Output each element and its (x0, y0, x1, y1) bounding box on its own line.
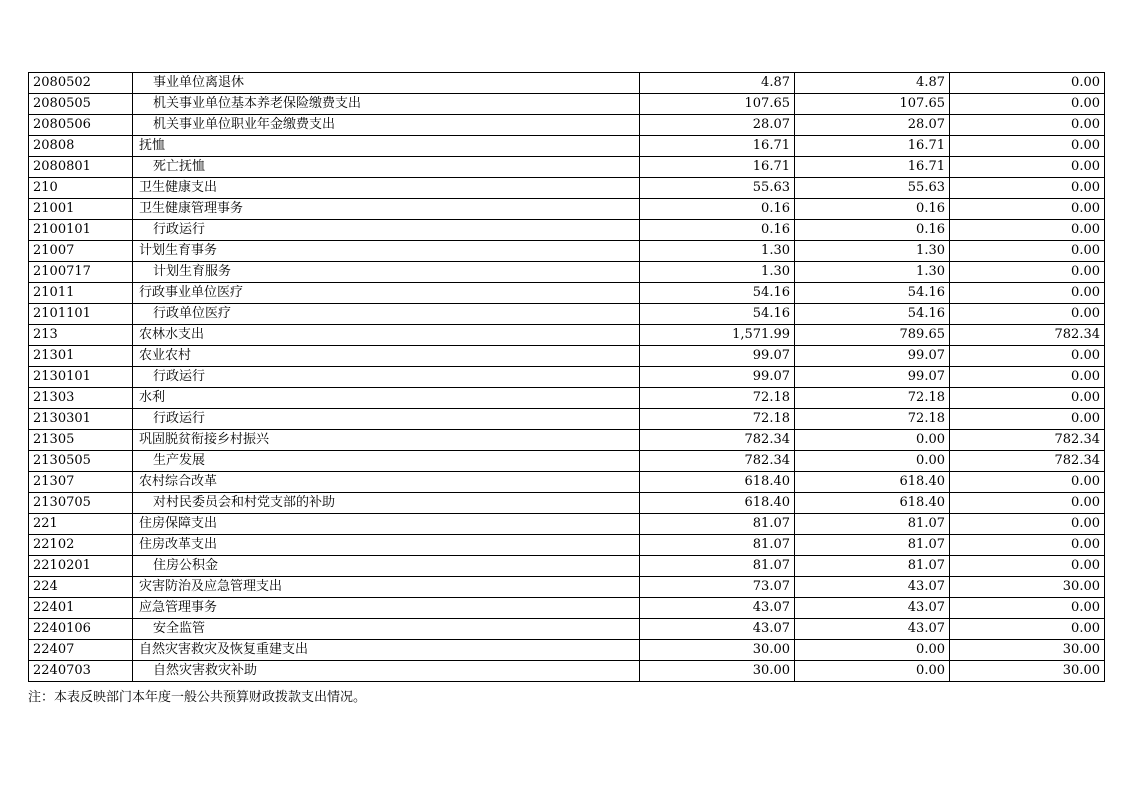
total-amount-cell: 30.00 (640, 661, 795, 682)
basic-expenditure-cell: 1.30 (795, 262, 950, 283)
total-amount-cell: 782.34 (640, 430, 795, 451)
subject-code-cell: 21301 (29, 346, 133, 367)
total-amount-cell: 54.16 (640, 283, 795, 304)
table-row (29, 661, 1105, 682)
subject-name-cell: 计划生育事务 (133, 241, 640, 262)
total-amount-cell: 81.07 (640, 556, 795, 577)
total-amount-cell: 30.00 (640, 640, 795, 661)
total-amount-cell: 16.71 (640, 136, 795, 157)
table-row (29, 94, 1105, 115)
project-expenditure-cell: 0.00 (950, 367, 1105, 388)
subject-code-cell: 2130505 (29, 451, 133, 472)
total-amount-cell: 73.07 (640, 577, 795, 598)
table-row (29, 325, 1105, 346)
total-amount-cell: 0.16 (640, 199, 795, 220)
project-expenditure-cell: 0.00 (950, 535, 1105, 556)
total-amount-cell: 618.40 (640, 472, 795, 493)
table-row (29, 136, 1105, 157)
subject-code-cell: 22401 (29, 598, 133, 619)
subject-name-cell: 住房改革支出 (133, 535, 640, 556)
basic-expenditure-cell: 55.63 (795, 178, 950, 199)
subject-code-cell: 20808 (29, 136, 133, 157)
total-amount-cell: 99.07 (640, 367, 795, 388)
subject-code-cell: 2080506 (29, 115, 133, 136)
subject-name-cell: 死亡抚恤 (133, 157, 640, 178)
project-expenditure-cell: 0.00 (950, 220, 1105, 241)
subject-code-cell: 213 (29, 325, 133, 346)
basic-expenditure-cell: 0.00 (795, 451, 950, 472)
basic-expenditure-cell: 99.07 (795, 367, 950, 388)
basic-expenditure-cell: 0.16 (795, 220, 950, 241)
table-row (29, 598, 1105, 619)
basic-expenditure-cell: 81.07 (795, 514, 950, 535)
total-amount-cell: 0.16 (640, 220, 795, 241)
subject-code-cell: 22102 (29, 535, 133, 556)
project-expenditure-cell: 0.00 (950, 388, 1105, 409)
table-row (29, 346, 1105, 367)
subject-code-cell: 21011 (29, 283, 133, 304)
basic-expenditure-cell: 107.65 (795, 94, 950, 115)
project-expenditure-cell: 0.00 (950, 157, 1105, 178)
table-row (29, 472, 1105, 493)
subject-code-cell: 2080502 (29, 73, 133, 94)
project-expenditure-cell: 782.34 (950, 451, 1105, 472)
subject-name-cell: 住房公积金 (133, 556, 640, 577)
subject-name-cell: 事业单位离退休 (133, 73, 640, 94)
table-row (29, 220, 1105, 241)
total-amount-cell: 55.63 (640, 178, 795, 199)
subject-name-cell: 对村民委员会和村党支部的补助 (133, 493, 640, 514)
subject-name-cell: 行政单位医疗 (133, 304, 640, 325)
basic-expenditure-cell: 0.16 (795, 199, 950, 220)
total-amount-cell: 43.07 (640, 619, 795, 640)
project-expenditure-cell: 0.00 (950, 346, 1105, 367)
subject-name-cell: 安全监管 (133, 619, 640, 640)
table-row (29, 577, 1105, 598)
total-amount-cell: 618.40 (640, 493, 795, 514)
table-row (29, 367, 1105, 388)
subject-name-cell: 灾害防治及应急管理支出 (133, 577, 640, 598)
subject-code-cell: 221 (29, 514, 133, 535)
project-expenditure-cell: 0.00 (950, 493, 1105, 514)
subject-code-cell: 2130101 (29, 367, 133, 388)
subject-code-cell: 2100717 (29, 262, 133, 283)
total-amount-cell: 81.07 (640, 514, 795, 535)
project-expenditure-cell: 0.00 (950, 262, 1105, 283)
total-amount-cell: 1.30 (640, 262, 795, 283)
table-row (29, 115, 1105, 136)
table-row (29, 73, 1105, 94)
subject-code-cell: 2240106 (29, 619, 133, 640)
basic-expenditure-cell: 16.71 (795, 136, 950, 157)
total-amount-cell: 99.07 (640, 346, 795, 367)
subject-name-cell: 计划生育服务 (133, 262, 640, 283)
project-expenditure-cell: 0.00 (950, 304, 1105, 325)
subject-name-cell: 巩固脱贫衔接乡村振兴 (133, 430, 640, 451)
total-amount-cell: 1.30 (640, 241, 795, 262)
project-expenditure-cell: 30.00 (950, 661, 1105, 682)
table-row (29, 451, 1105, 472)
table-row (29, 178, 1105, 199)
table-row (29, 514, 1105, 535)
project-expenditure-cell: 0.00 (950, 241, 1105, 262)
table-body (29, 73, 1105, 682)
subject-name-cell: 卫生健康管理事务 (133, 199, 640, 220)
subject-name-cell: 农业农村 (133, 346, 640, 367)
project-expenditure-cell: 0.00 (950, 598, 1105, 619)
subject-code-cell: 2100101 (29, 220, 133, 241)
project-expenditure-cell: 0.00 (950, 199, 1105, 220)
project-expenditure-cell: 782.34 (950, 325, 1105, 346)
project-expenditure-cell: 30.00 (950, 640, 1105, 661)
subject-code-cell: 21001 (29, 199, 133, 220)
subject-code-cell: 210 (29, 178, 133, 199)
project-expenditure-cell: 0.00 (950, 115, 1105, 136)
table-row (29, 283, 1105, 304)
project-expenditure-cell: 0.00 (950, 514, 1105, 535)
subject-name-cell: 自然灾害救灾补助 (133, 661, 640, 682)
project-expenditure-cell: 0.00 (950, 409, 1105, 430)
basic-expenditure-cell: 81.07 (795, 535, 950, 556)
subject-name-cell: 农村综合改革 (133, 472, 640, 493)
subject-name-cell: 住房保障支出 (133, 514, 640, 535)
subject-code-cell: 2130301 (29, 409, 133, 430)
table-row (29, 619, 1105, 640)
basic-expenditure-cell: 43.07 (795, 619, 950, 640)
subject-code-cell: 2080801 (29, 157, 133, 178)
subject-code-cell: 2080505 (29, 94, 133, 115)
subject-name-cell: 水利 (133, 388, 640, 409)
basic-expenditure-cell: 618.40 (795, 472, 950, 493)
total-amount-cell: 782.34 (640, 451, 795, 472)
table-row (29, 388, 1105, 409)
subject-code-cell: 2210201 (29, 556, 133, 577)
project-expenditure-cell: 0.00 (950, 556, 1105, 577)
table-row (29, 304, 1105, 325)
project-expenditure-cell: 0.00 (950, 472, 1105, 493)
project-expenditure-cell: 30.00 (950, 577, 1105, 598)
total-amount-cell: 81.07 (640, 535, 795, 556)
basic-expenditure-cell: 4.87 (795, 73, 950, 94)
total-amount-cell: 16.71 (640, 157, 795, 178)
total-amount-cell: 28.07 (640, 115, 795, 136)
basic-expenditure-cell: 0.00 (795, 430, 950, 451)
total-amount-cell: 72.18 (640, 388, 795, 409)
project-expenditure-cell: 0.00 (950, 73, 1105, 94)
subject-name-cell: 自然灾害救灾及恢复重建支出 (133, 640, 640, 661)
basic-expenditure-cell: 54.16 (795, 283, 950, 304)
table-row (29, 493, 1105, 514)
table-row (29, 262, 1105, 283)
table-row (29, 241, 1105, 262)
subject-name-cell: 应急管理事务 (133, 598, 640, 619)
subject-code-cell: 21303 (29, 388, 133, 409)
project-expenditure-cell: 0.00 (950, 136, 1105, 157)
project-expenditure-cell: 0.00 (950, 283, 1105, 304)
budget-expenditure-table (28, 72, 1105, 682)
total-amount-cell: 1,571.99 (640, 325, 795, 346)
subject-name-cell: 农林水支出 (133, 325, 640, 346)
table-row (29, 430, 1105, 451)
basic-expenditure-cell: 1.30 (795, 241, 950, 262)
basic-expenditure-cell: 99.07 (795, 346, 950, 367)
total-amount-cell: 107.65 (640, 94, 795, 115)
subject-name-cell: 抚恤 (133, 136, 640, 157)
subject-code-cell: 21007 (29, 241, 133, 262)
total-amount-cell: 4.87 (640, 73, 795, 94)
table-row (29, 640, 1105, 661)
basic-expenditure-cell: 789.65 (795, 325, 950, 346)
basic-expenditure-cell: 43.07 (795, 577, 950, 598)
basic-expenditure-cell: 54.16 (795, 304, 950, 325)
total-amount-cell: 43.07 (640, 598, 795, 619)
basic-expenditure-cell: 43.07 (795, 598, 950, 619)
basic-expenditure-cell: 16.71 (795, 157, 950, 178)
basic-expenditure-cell: 28.07 (795, 115, 950, 136)
subject-name-cell: 行政运行 (133, 409, 640, 430)
subject-code-cell: 224 (29, 577, 133, 598)
total-amount-cell: 72.18 (640, 409, 795, 430)
subject-name-cell: 行政运行 (133, 220, 640, 241)
table-row (29, 409, 1105, 430)
subject-code-cell: 2101101 (29, 304, 133, 325)
subject-name-cell: 机关事业单位基本养老保险缴费支出 (133, 94, 640, 115)
basic-expenditure-cell: 0.00 (795, 640, 950, 661)
subject-code-cell: 21305 (29, 430, 133, 451)
subject-name-cell: 生产发展 (133, 451, 640, 472)
basic-expenditure-cell: 81.07 (795, 556, 950, 577)
subject-code-cell: 21307 (29, 472, 133, 493)
table-row (29, 535, 1105, 556)
total-amount-cell: 54.16 (640, 304, 795, 325)
subject-name-cell: 行政运行 (133, 367, 640, 388)
basic-expenditure-cell: 0.00 (795, 661, 950, 682)
subject-code-cell: 2240703 (29, 661, 133, 682)
subject-code-cell: 22407 (29, 640, 133, 661)
project-expenditure-cell: 0.00 (950, 178, 1105, 199)
subject-name-cell: 卫生健康支出 (133, 178, 640, 199)
basic-expenditure-cell: 618.40 (795, 493, 950, 514)
table-row (29, 199, 1105, 220)
table-row (29, 157, 1105, 178)
table-footnote: 注：本表反映部门本年度一般公共预算财政拨款支出情况。 (28, 690, 367, 705)
basic-expenditure-cell: 72.18 (795, 409, 950, 430)
table-row (29, 556, 1105, 577)
project-expenditure-cell: 782.34 (950, 430, 1105, 451)
project-expenditure-cell: 0.00 (950, 619, 1105, 640)
subject-name-cell: 行政事业单位医疗 (133, 283, 640, 304)
project-expenditure-cell: 0.00 (950, 94, 1105, 115)
subject-code-cell: 2130705 (29, 493, 133, 514)
subject-name-cell: 机关事业单位职业年金缴费支出 (133, 115, 640, 136)
basic-expenditure-cell: 72.18 (795, 388, 950, 409)
